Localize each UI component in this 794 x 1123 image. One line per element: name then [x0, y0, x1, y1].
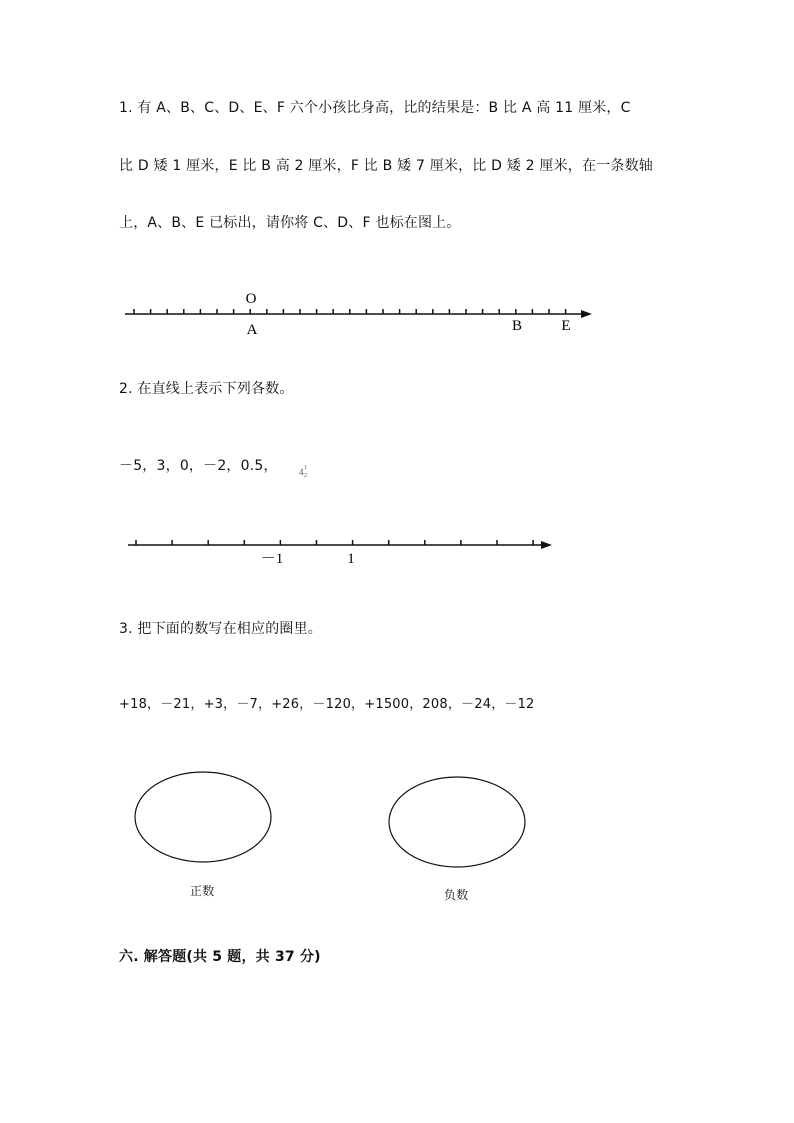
negative-number-label: 负数: [444, 888, 469, 902]
q2-label-neg-one: －1: [260, 551, 284, 567]
q2-mixed-whole: 4: [299, 467, 304, 477]
q1-label-a: A: [246, 322, 258, 338]
q1-label-b: B: [511, 318, 523, 334]
q2-mixed-numerator: 1: [304, 465, 307, 471]
q3-title: 3. 把下面的数写在相应的圈里。: [119, 621, 323, 637]
negative-number-circle: [389, 777, 525, 867]
q1-line-3: 上，A、B、E 已标出，请你将 C、D、F 也标在图上。: [119, 215, 461, 231]
q1-label-origin: O: [245, 291, 257, 307]
q2-mixed-denominator: 2: [304, 473, 307, 479]
section-6-heading: 六. 解答题(共 5 题，共 37 分): [119, 949, 321, 965]
q2-title: 2. 在直线上表示下列各数。: [119, 381, 294, 397]
q2-label-one: 1: [347, 551, 355, 567]
q1-line-2: 比 D 矮 1 厘米，E 比 B 高 2 厘米，F 比 B 矮 7 厘米，比 D 矮 2 厘米，在一条数轴: [119, 158, 653, 174]
q1-label-e: E: [561, 318, 571, 334]
q2-numbers: －5，3，0，－2，0.5，: [119, 458, 278, 474]
q1-line-1: 1. 有 A、B、C、D、E、F 六个小孩比身高，比的结果是：B 比 A 高 11 厘米，C: [119, 100, 631, 116]
positive-number-label: 正数: [190, 884, 215, 898]
q3-numbers: +18，－21，+3，－7，+26，－120，+1500，208，－24，－12: [119, 697, 535, 712]
positive-number-circle: [135, 772, 271, 862]
